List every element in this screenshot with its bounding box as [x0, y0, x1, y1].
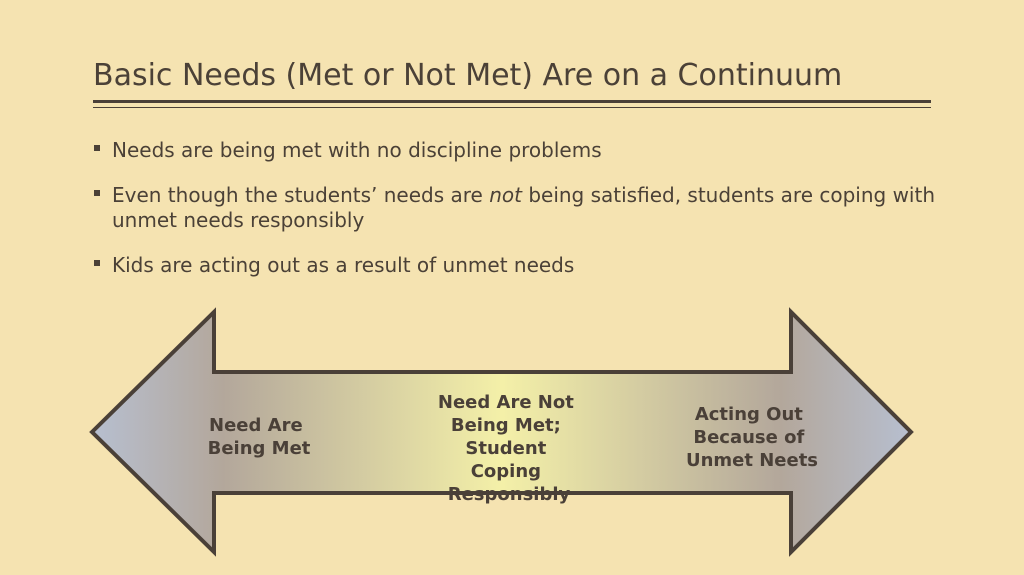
center-label-line: Responsibly [447, 484, 571, 505]
bullet-text: Even though the students’ needs are [112, 183, 490, 207]
center-label-line: Student [465, 438, 547, 459]
center-label-line: Coping [470, 461, 542, 482]
right-label-line: Unmet Neets [685, 450, 819, 471]
bullet-text: Kids are acting out as a result of unmet needs [112, 253, 575, 277]
slide-title: Basic Needs (Met or Not Met) Are on a Continuum [93, 58, 843, 93]
bullet-emphasis: not [489, 183, 522, 207]
center-label-line: Being Met; [450, 415, 561, 436]
left-label-line: Need Are [209, 415, 303, 436]
bullet-text-continued: being satisfied, students are coping with unmet needs responsibly [112, 183, 935, 232]
bullet-text: Needs are being met with no discipline problems [112, 138, 602, 162]
right-label [686, 404, 818, 471]
center-label-line: Need Are Not [437, 392, 574, 413]
right-label-line: Because of [693, 427, 805, 448]
left-label-line: Being Met [207, 438, 311, 459]
right-label-line: Acting Out [694, 404, 803, 425]
